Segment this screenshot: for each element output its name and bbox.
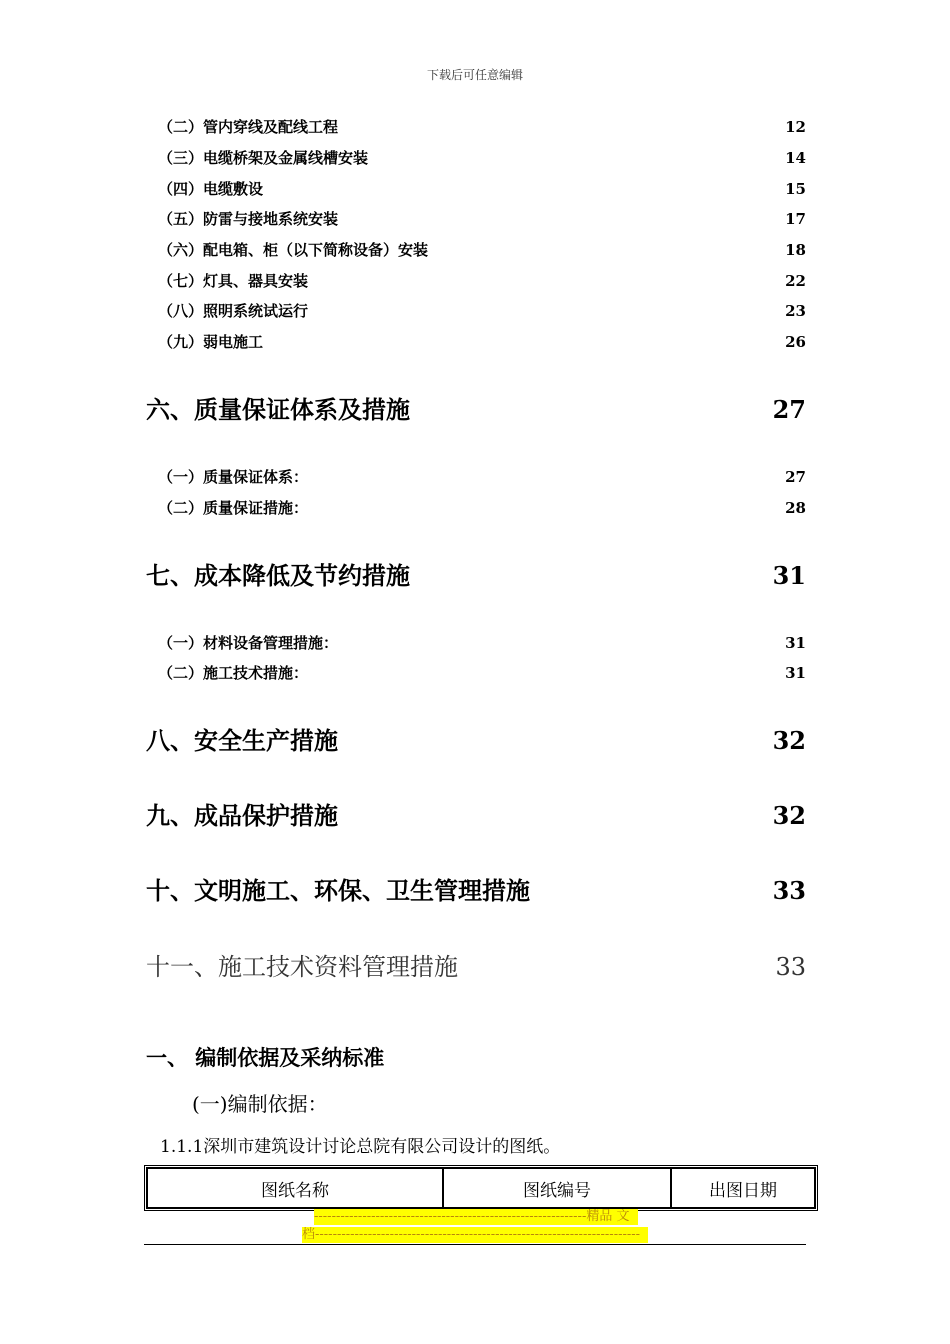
toc-entry[interactable] bbox=[146, 300, 806, 321]
drawings-table bbox=[144, 1165, 818, 1211]
toc-chapter[interactable] bbox=[146, 721, 806, 756]
toc-entry-page: 15 bbox=[785, 180, 806, 198]
toc-entry-page: 18 bbox=[785, 241, 806, 259]
toc-entry-title: （九）弱电施工 bbox=[158, 333, 264, 351]
toc-chapter[interactable] bbox=[146, 871, 806, 906]
toc-chapter-page: 27 bbox=[772, 395, 806, 424]
toc-chapter-page: 33 bbox=[772, 876, 806, 905]
toc-entry-title: （一）材料设备管理措施： bbox=[158, 634, 339, 652]
toc-chapter-title: 十、文明施工、环保、卫生管理措施 bbox=[146, 876, 530, 905]
toc-entry-title: （八）照明系统试运行 bbox=[158, 302, 309, 320]
toc-entry-page: 31 bbox=[785, 664, 806, 682]
toc-chapter-page: 32 bbox=[772, 726, 806, 755]
toc-entry[interactable] bbox=[146, 466, 806, 487]
toc-chapter-title: 十一、施工技术资料管理措施 bbox=[146, 953, 458, 981]
toc-entry-page: 27 bbox=[785, 468, 806, 486]
toc-entry[interactable] bbox=[146, 116, 806, 137]
column-header-drawing-name: 图纸名称 bbox=[147, 1168, 443, 1208]
footer-watermark-line: --------------------------------------------------------------精品 文 bbox=[314, 1209, 638, 1225]
toc-entry-page: 31 bbox=[785, 634, 806, 652]
body-paragraph: 1.1.1深圳市建筑设计讨论总院有限公司设计的图纸。 bbox=[160, 1137, 561, 1157]
toc-entry[interactable] bbox=[146, 632, 806, 653]
toc-entry-page: 14 bbox=[785, 149, 806, 167]
footer-divider bbox=[144, 1244, 806, 1245]
toc-chapter-title: 九、成品保护措施 bbox=[146, 801, 338, 830]
toc-chapter-title: 六、质量保证体系及措施 bbox=[146, 395, 410, 424]
toc-entry-title: （二）施工技术措施： bbox=[158, 664, 309, 682]
toc-entry-title: （一）质量保证体系： bbox=[158, 468, 309, 486]
toc-chapter[interactable] bbox=[146, 556, 806, 591]
toc-entry-title: （五）防雷与接地系统安装 bbox=[158, 210, 339, 228]
toc-chapter-page: 33 bbox=[775, 953, 806, 981]
toc-chapter[interactable] bbox=[146, 947, 806, 982]
toc-chapter-title: 八、安全生产措施 bbox=[146, 726, 338, 755]
toc-chapter[interactable] bbox=[146, 390, 806, 425]
toc-entry-page: 22 bbox=[785, 272, 806, 290]
toc-entry[interactable] bbox=[146, 239, 806, 260]
toc-entry-page: 12 bbox=[785, 118, 806, 136]
header-note: 下载后可任意编辑 bbox=[426, 68, 523, 82]
toc-entry[interactable] bbox=[146, 270, 806, 291]
toc-entry[interactable] bbox=[146, 178, 806, 199]
table-header-row bbox=[147, 1168, 815, 1208]
toc-entry-page: 17 bbox=[785, 210, 806, 228]
toc-entry-title: （六）配电箱、柜（以下简称设备）安装 bbox=[158, 241, 429, 259]
toc-chapter-title: 七、成本降低及节约措施 bbox=[146, 561, 410, 590]
toc-entry-page: 26 bbox=[785, 333, 806, 351]
toc-entry[interactable] bbox=[146, 147, 806, 168]
toc-chapter-page: 32 bbox=[772, 801, 806, 830]
toc-chapter[interactable] bbox=[146, 796, 806, 831]
toc-entry-page: 23 bbox=[785, 302, 806, 320]
toc-entry[interactable] bbox=[146, 208, 806, 229]
sub-heading: (一)编制依据： bbox=[192, 1092, 328, 1116]
toc-entry-page: 28 bbox=[785, 499, 806, 517]
toc-entry-title: （三）电缆桥架及金属线槽安装 bbox=[158, 149, 369, 167]
toc-entry[interactable] bbox=[146, 662, 806, 683]
section-heading: 一、 编制依据及采纳标准 bbox=[146, 1045, 385, 1070]
toc-entry-title: （四）电缆敷设 bbox=[158, 180, 264, 198]
footer-watermark-line: 档-------------------------------------------------------------------------- bbox=[302, 1227, 648, 1243]
column-header-drawing-number: 图纸编号 bbox=[443, 1168, 671, 1208]
toc-entry-title: （二）质量保证措施： bbox=[158, 499, 309, 517]
toc-entry-title: （二）管内穿线及配线工程 bbox=[158, 118, 339, 136]
column-header-issue-date: 出图日期 bbox=[671, 1168, 815, 1208]
toc-entry[interactable] bbox=[146, 331, 806, 352]
toc-chapter-page: 31 bbox=[772, 561, 806, 590]
toc-entry-title: （七）灯具、器具安装 bbox=[158, 272, 309, 290]
toc-entry[interactable] bbox=[146, 497, 806, 518]
